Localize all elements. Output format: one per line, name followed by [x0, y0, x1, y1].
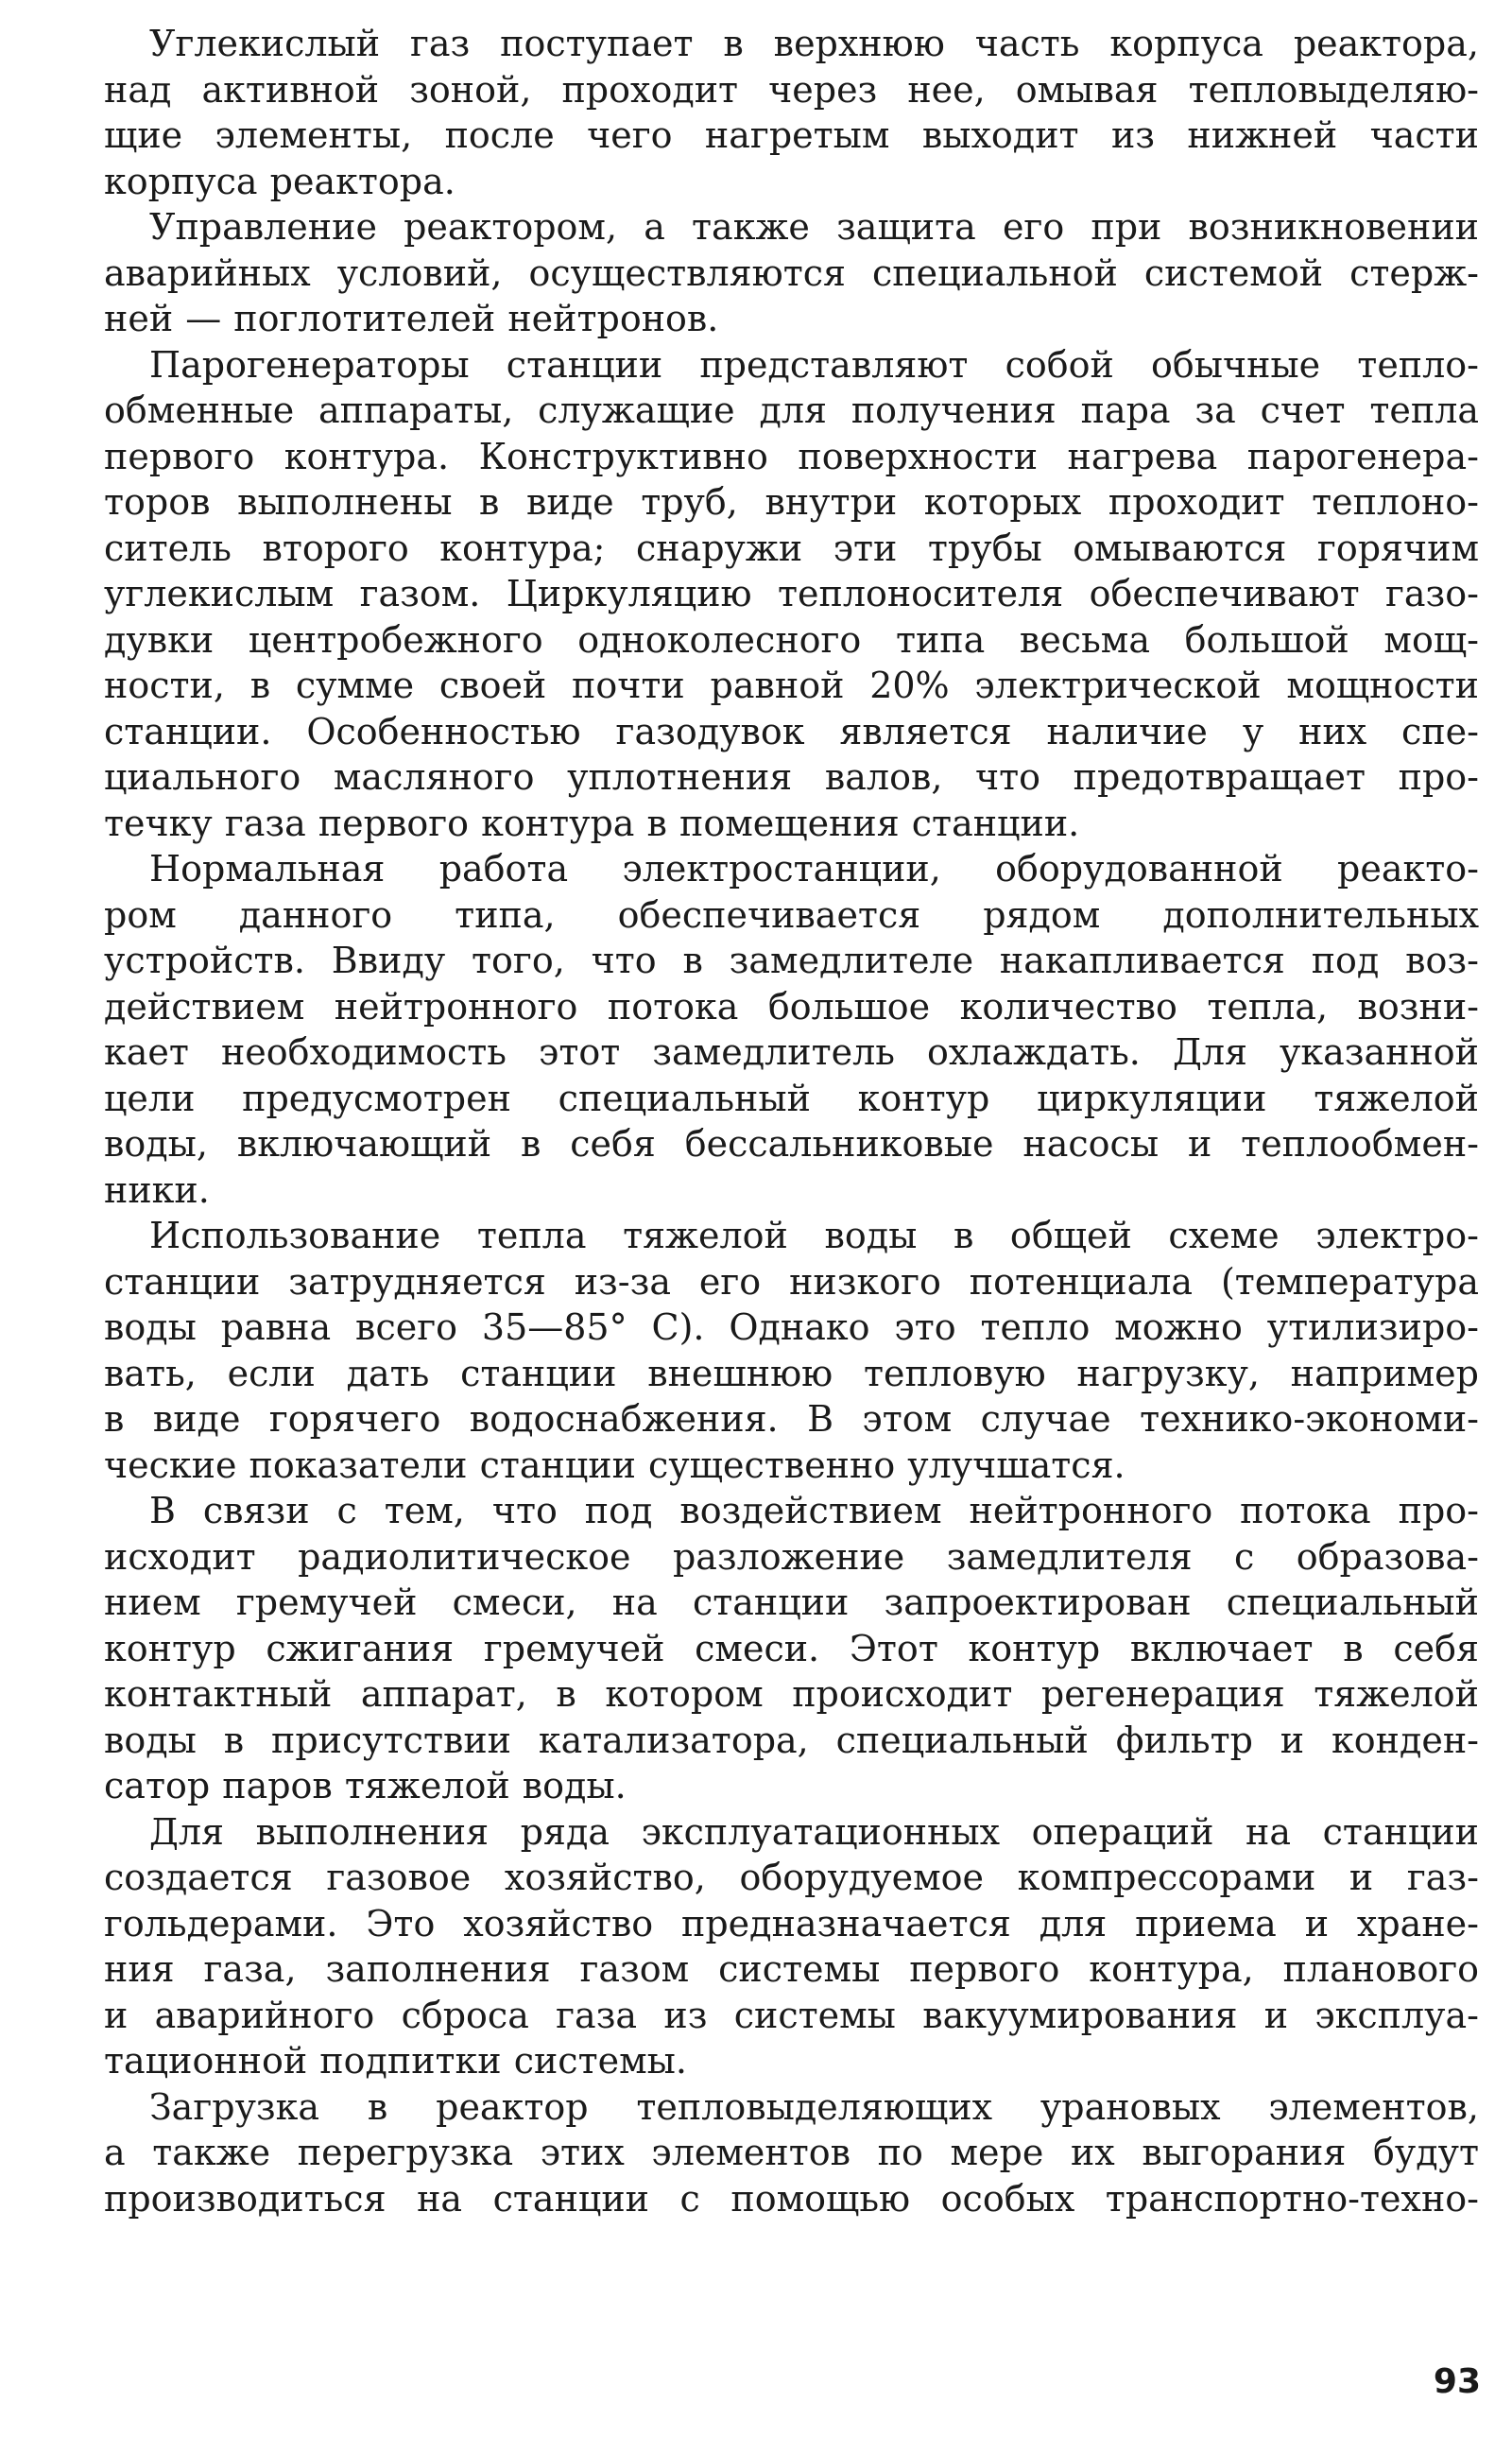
text-line: дувки центробежного одноколесного типа весьма большой мощ-	[104, 618, 1479, 661]
text-line: сатор паров тяжелой воды.	[104, 1765, 627, 1806]
paragraph	[104, 1213, 1479, 1488]
text-line: Нормальная работа электростанции, оборудованной реакто-	[149, 848, 1479, 890]
text-line: Углекислый газ поступает в верхнюю часть корпуса реактора,	[149, 23, 1479, 64]
text-line: в виде горячего водоснабжения. В этом случае технико-экономи-	[104, 1398, 1479, 1440]
text-line: обменные аппараты, служащие для получения пара за счет тепла	[104, 389, 1479, 431]
text-line: устройств. Ввиду того, что в замедлителе накапливается под воз-	[104, 940, 1479, 981]
text-line: В связи с тем, что под воздействием нейтронного потока про-	[149, 1490, 1479, 1531]
page-number: 93	[1433, 2362, 1481, 2401]
text-line: ней — поглотителей нейтронов.	[104, 298, 719, 339]
text-line: первого контура. Конструктивно поверхности нагрева парогенера-	[104, 435, 1479, 477]
text-line: тационной подпитки системы.	[104, 2040, 687, 2082]
paragraph	[104, 204, 1479, 342]
text-line: ситель второго контура; снаружи эти трубы омываются горячим	[104, 527, 1479, 569]
text-line: ники.	[104, 1168, 210, 1211]
text-line: Использование тепла тяжелой воды в общей схеме электро-	[149, 1215, 1479, 1256]
paragraph	[104, 1809, 1479, 2084]
text-line: станции затрудняется из-за его низкого потенциала (температура	[104, 1260, 1479, 1303]
text-line: щие элементы, после чего нагретым выходит из нижней части	[104, 114, 1479, 156]
text-line: производиться на станции с помощью особых транспортно-техно-	[104, 2177, 1479, 2220]
text-line: а также перегрузка этих элементов по мере их выгорания будут	[104, 2132, 1479, 2173]
text-line: создается газовое хозяйство, оборудуемое компрессорами и газ-	[104, 1857, 1479, 1898]
text-line: воды равна всего 35—85° С). Однако это тепло можно утилизиро-	[104, 1306, 1479, 1348]
text-line: Загрузка в реактор тепловыделяющих урановых элементов,	[149, 2085, 1479, 2128]
text-line: Для выполнения ряда эксплуатационных операций на станции	[149, 1810, 1479, 1853]
text-line: гольдерами. Это хозяйство предназначается для приема и хране-	[104, 1902, 1479, 1944]
text-line: и аварийного сброса газа из системы вакуумирования и эксплуа-	[104, 1994, 1479, 2036]
text-line: корпуса реактора.	[104, 160, 455, 202]
paragraph	[104, 1488, 1479, 1809]
text-line: исходит радиолитическое разложение замедлителя с образова-	[104, 1535, 1479, 1578]
paragraph	[104, 21, 1479, 204]
text-line: контур сжигания гремучей смеси. Этот контур включает в себя	[104, 1627, 1479, 1669]
text-line: вать, если дать станции внешнюю тепловую нагрузку, например	[104, 1352, 1479, 1394]
text-line: цели предусмотрен специальный контур циркуляции тяжелой	[104, 1077, 1479, 1119]
text-line: над активной зоной, проходит через нее, омывая тепловыделяю-	[104, 68, 1479, 111]
text-line: течку газа первого контура в помещения станции.	[104, 802, 1080, 844]
body-text	[104, 21, 1479, 2221]
text-line: кает необходимость этот замедлитель охлаждать. Для указанной	[104, 1031, 1479, 1073]
text-line: контактный аппарат, в котором происходит регенерация тяжелой	[104, 1673, 1479, 1715]
text-line: ния газа, заполнения газом системы первого контура, планового	[104, 1948, 1479, 1990]
text-line: воды, включающий в себя бессальниковые насосы и теплообмен-	[104, 1123, 1479, 1165]
text-line: воды в присутствии катализатора, специальный фильтр и конден-	[104, 1719, 1479, 1761]
text-line: циального масляного уплотнения валов, что предотвращает про-	[104, 756, 1479, 798]
text-line: углекислым газом. Циркуляцию теплоносителя обеспечивают газо-	[104, 573, 1479, 614]
text-line: нием гремучей смеси, на станции запроектирован специальный	[104, 1581, 1479, 1623]
text-line: действием нейтронного потока большое количество тепла, возни-	[104, 985, 1479, 1028]
paragraph	[104, 2084, 1479, 2222]
paragraph	[104, 846, 1479, 1213]
text-line: ром данного типа, обеспечивается рядом дополнительных	[104, 893, 1479, 936]
text-line: аварийных условий, осуществляются специальной системой стерж-	[104, 251, 1479, 294]
text-line: ности, в сумме своей почти равной 20% электрической мощности	[104, 665, 1479, 706]
text-line: ческие показатели станции существенно улучшатся.	[104, 1443, 1125, 1486]
text-line: Управление реактором, а также защита его при возникновении	[149, 206, 1479, 248]
paragraph	[104, 342, 1479, 847]
text-line: торов выполнены в виде труб, внутри которых проходит теплоно-	[104, 481, 1479, 523]
text-line: Парогенераторы станции представляют собой обычные тепло-	[149, 343, 1479, 386]
text-line: станции. Особенностью газодувок является наличие у них спе-	[104, 710, 1479, 752]
